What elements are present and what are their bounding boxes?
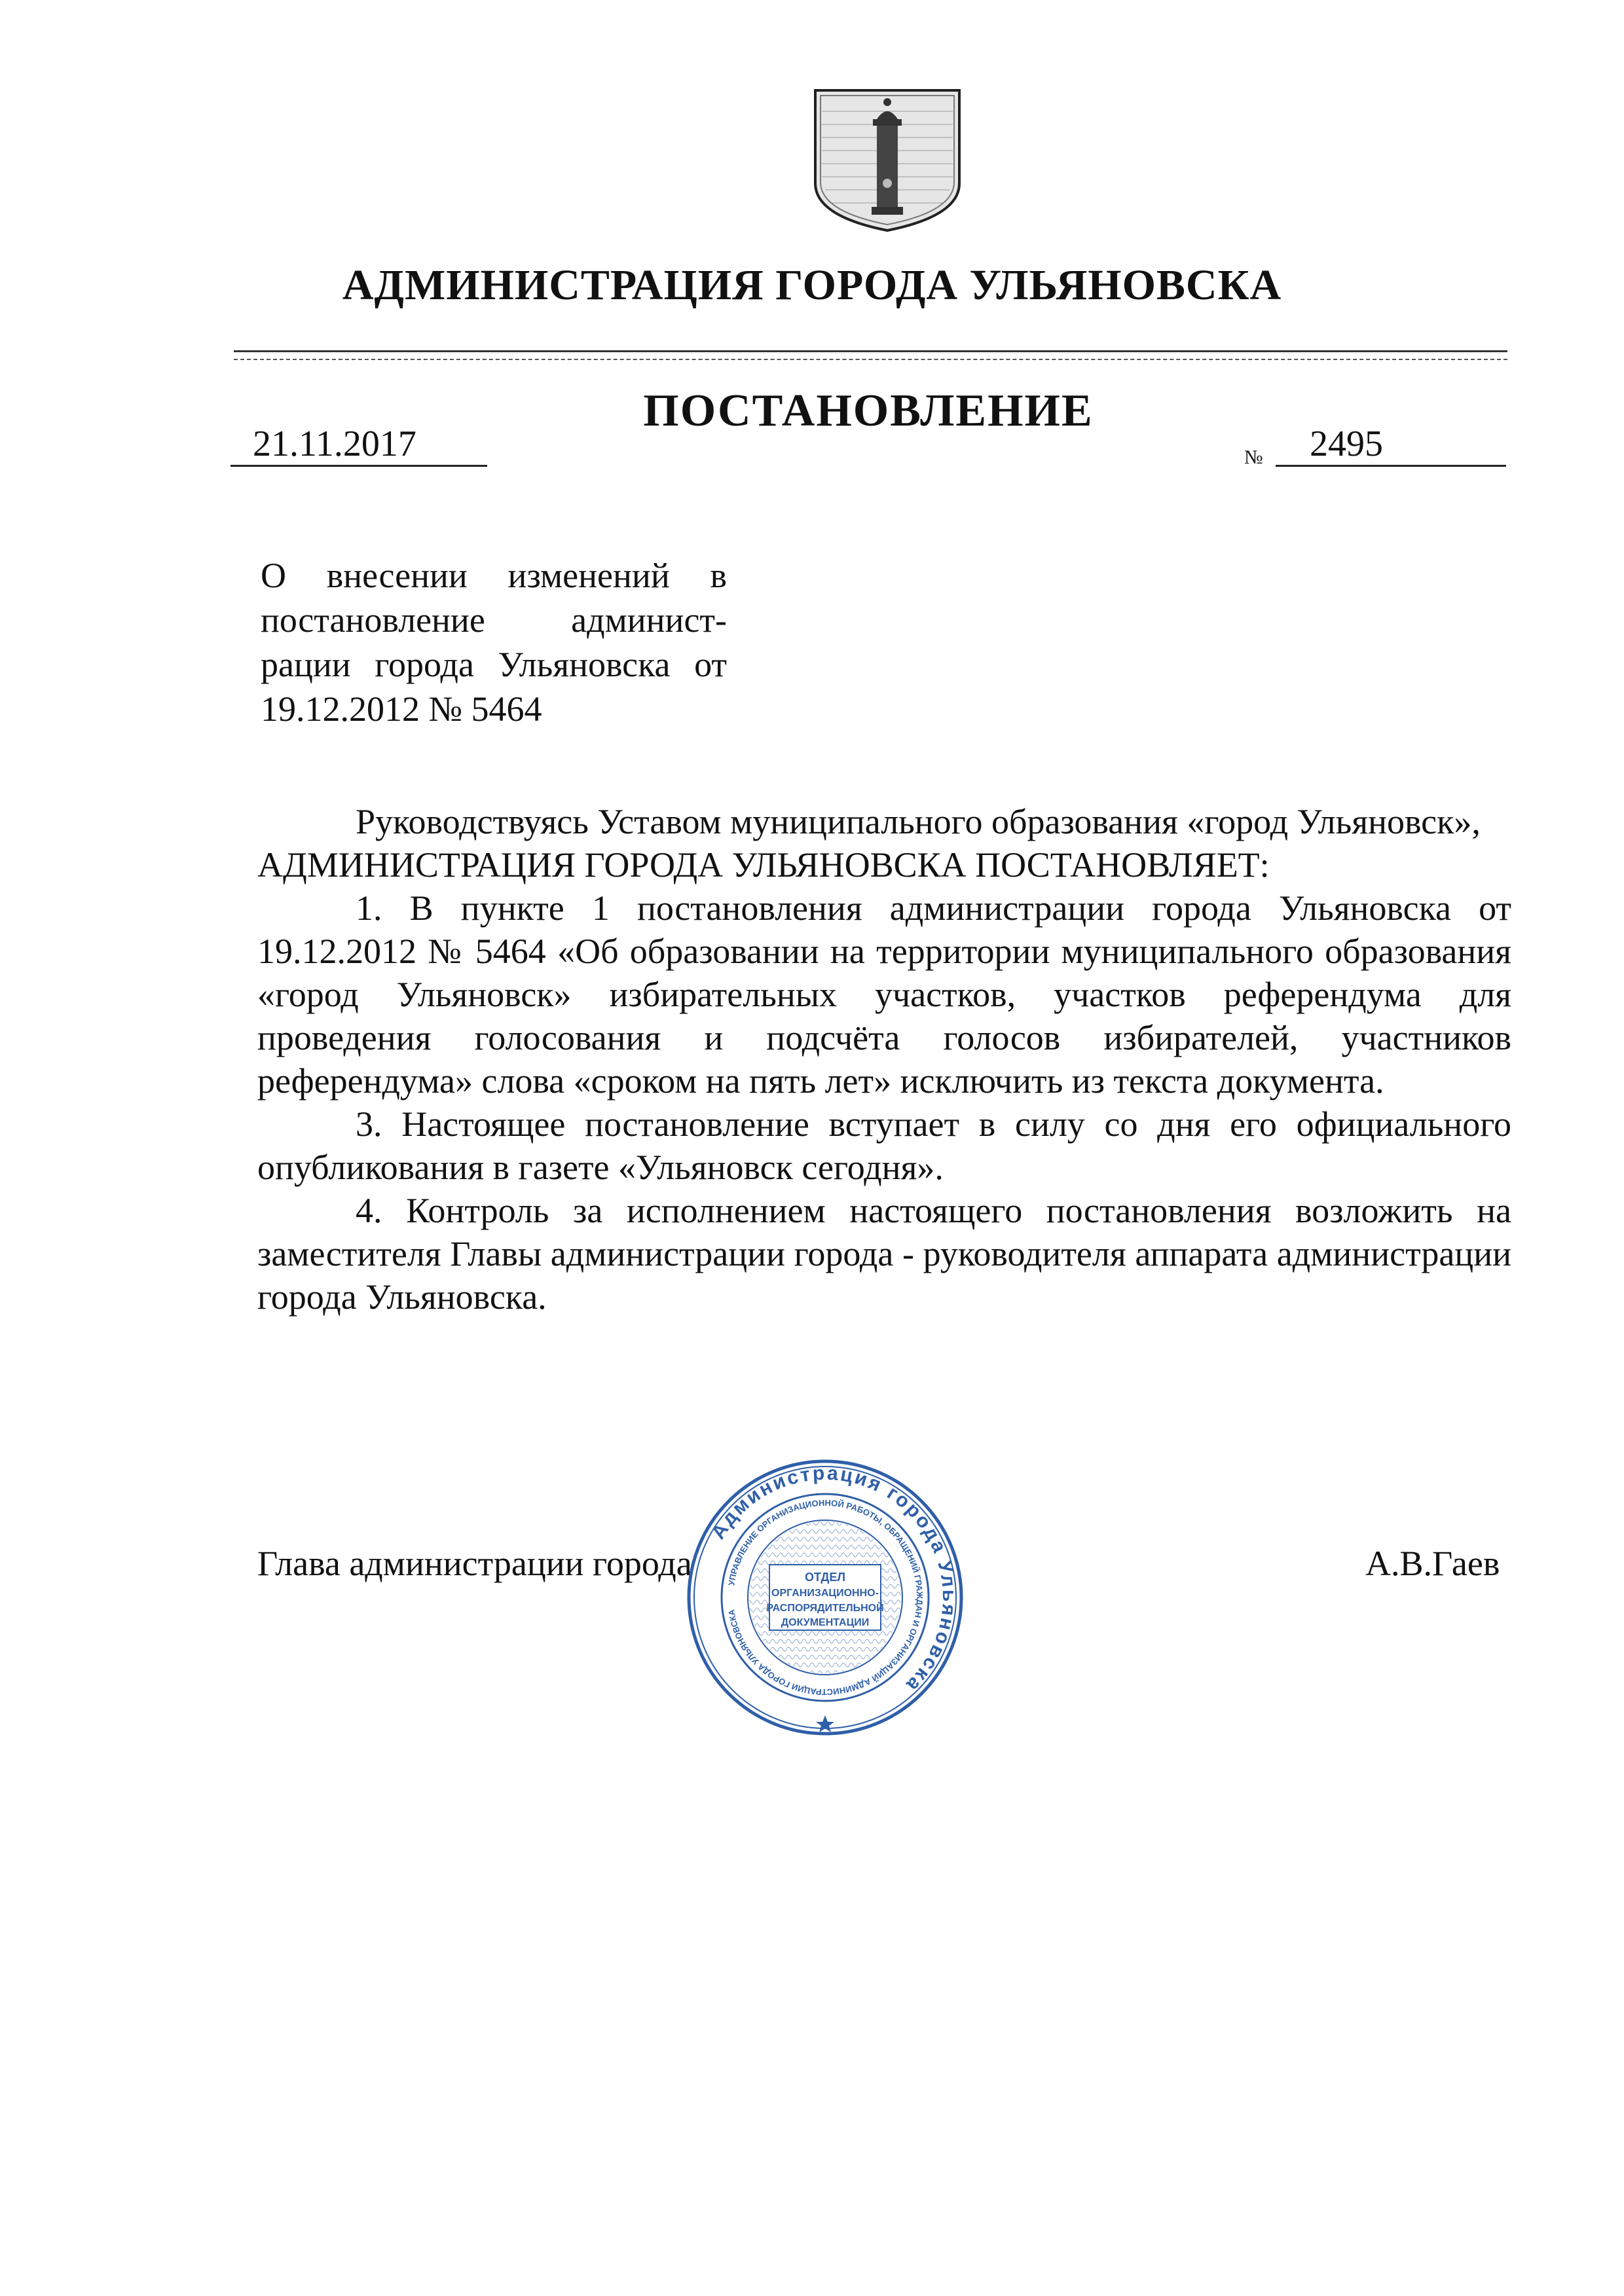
official-stamp xyxy=(684,1457,966,1738)
item-3-paragraph: 3. Настоящее постановление вступает в силу со дня его официального опубликования в газете «Ульяновск сегодня». xyxy=(257,1104,1511,1187)
document-body xyxy=(257,800,1511,1319)
stamp-inner-ring-text: УПРАВЛЕНИЕ ОРГАНИЗАЦИОННОЙ РАБОТЫ, ОБРАЩЕНИЙ ГРАЖДАН И ОРГАНИЗАЦИЙ АДМИНИСТРАЦИИ ГОРОДА УЛЬЯНОВСКА xyxy=(726,1497,925,1698)
organization-name: АДМИНИСТРАЦИЯ ГОРОДА УЛЬЯНОВСКА xyxy=(342,261,1282,309)
signatory-name: А.В.Гаев xyxy=(1365,1544,1500,1583)
preamble-paragraph: Руководствуясь Уставом муниципального образования «город Ульяновск», xyxy=(356,802,1481,841)
item-4-paragraph: 4. Контроль за исполнением настоящего постановления возложить на заместителя Главы администрации города - руководителя аппарата администрации города Ульяновска. xyxy=(257,1191,1511,1317)
header-rule-dashed xyxy=(234,359,1507,360)
document-type: ПОСТАНОВЛЕНИЕ xyxy=(643,386,1094,436)
stamp-outer-text: Администрация города Ульяновска xyxy=(707,1462,961,1698)
signatory-title: Глава администрации города xyxy=(257,1544,692,1583)
stamp-center-line-3: РАСПОРЯДИТЕЛЬНОЙ xyxy=(766,1603,884,1614)
number-label: № xyxy=(1244,446,1263,468)
stamp-center-line-1: ОТДЕЛ xyxy=(804,1571,846,1584)
document-subject: О внесении изменений в постановление админист-рации города Ульяновска от 19.12.2012 № 5464 xyxy=(261,556,727,729)
resolves-line: АДМИНИСТРАЦИЯ ГОРОДА УЛЬЯНОВСКА ПОСТАНОВЛЯЕТ: xyxy=(257,845,1270,884)
document-date: 21.11.2017 xyxy=(253,424,416,464)
document-number: 2495 xyxy=(1310,424,1383,464)
stamp-center-line-4: ДОКУМЕНТАЦИИ xyxy=(781,1617,870,1628)
stamp-center-line-2: ОРГАНИЗАЦИОННО- xyxy=(771,1588,879,1599)
coat-of-arms-emblem xyxy=(809,85,966,236)
header-rule xyxy=(234,350,1507,352)
item-1-paragraph: 1. В пункте 1 постановления администрации города Ульяновска от 19.12.2012 № 5464 «Об образовании на территории муниципального образования «город Ульяновск» избирательных участков, участков референдума для проведения голосования и подсчёта голосов избирателей, участников референдума» слова «сроком на пять лет» исключить из текста документа. xyxy=(257,888,1511,1101)
